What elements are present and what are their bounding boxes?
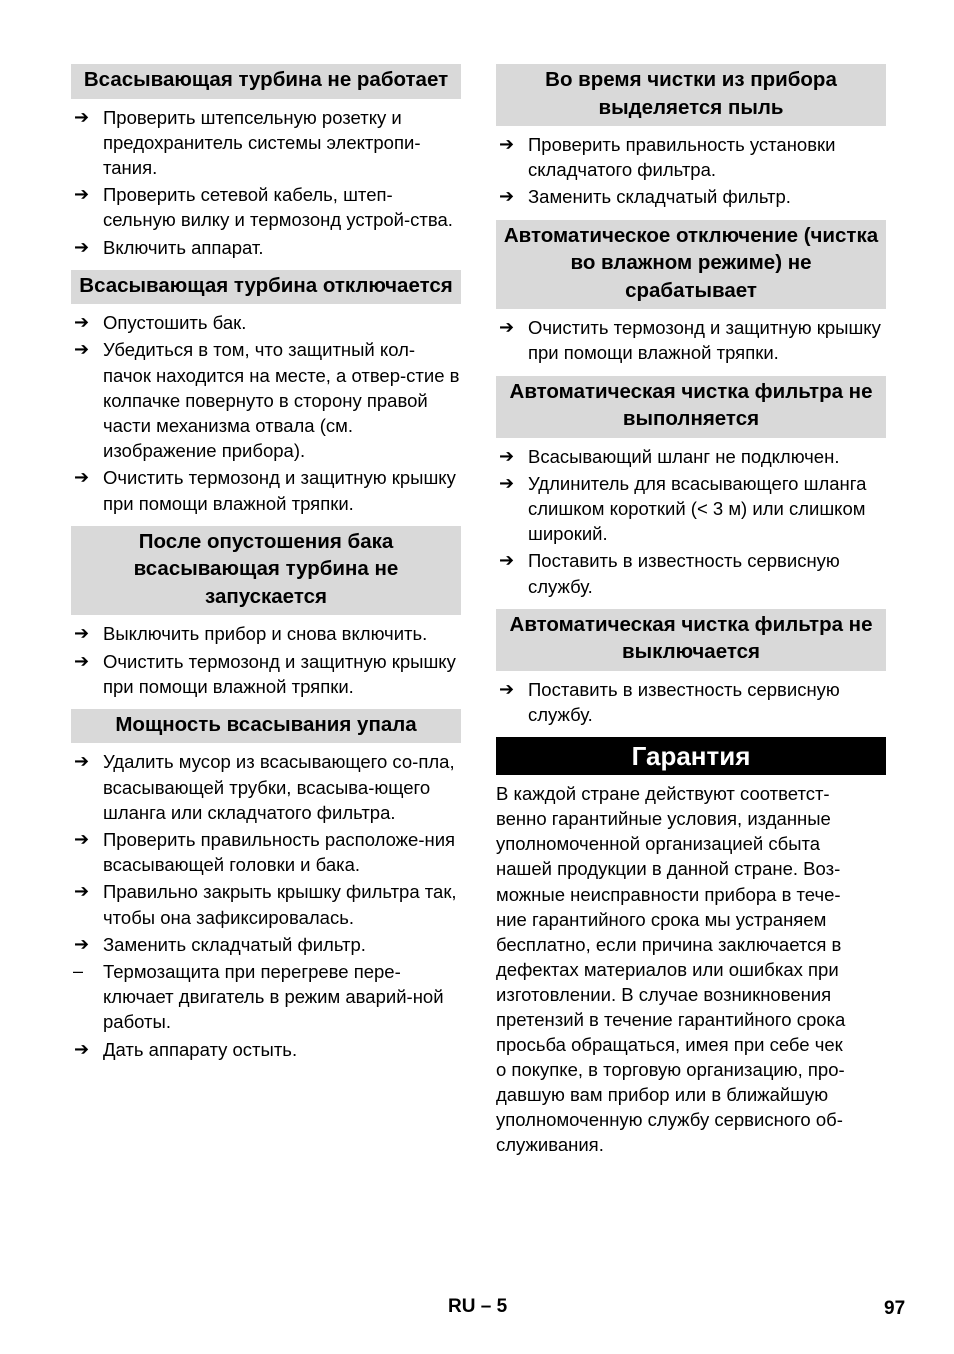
list-item	[71, 337, 461, 463]
arrow-right-icon: ➔	[74, 623, 90, 645]
warranty-line: о покупке, в торговую организацию, про-	[496, 1059, 845, 1081]
arrow-right-icon: ➔	[74, 339, 90, 361]
list-item	[71, 827, 461, 877]
footer-page-number: 97	[884, 1298, 906, 1319]
section-heading: Всасывающая турбина отключается	[71, 270, 461, 305]
instruction-list	[496, 132, 886, 210]
warranty-paragraph	[496, 781, 886, 1157]
list-item	[71, 182, 461, 232]
section-heading: Автоматическая чистка фильтра не выключается	[496, 609, 886, 671]
list-item-text: Выключить прибор и снова включить.	[103, 623, 428, 645]
list-item-text: Проверить штепсельную розетку и предохранитель системы электропи-тания.	[103, 106, 421, 178]
list-item-text: Дать аппарату остыть.	[103, 1038, 298, 1060]
list-item-text: Термозащита при перегреве пере-ключает двигатель в режим аварий-ной работы.	[103, 961, 444, 1033]
arrow-right-icon: ➔	[74, 106, 90, 128]
list-item	[496, 132, 886, 182]
warranty-line: венно гарантийные условия, изданные	[496, 808, 831, 830]
list-item-text: Заменить складчатый фильтр.	[528, 186, 791, 208]
dash-bullet-icon: –	[73, 961, 84, 982]
list-item	[71, 310, 461, 335]
list-item	[496, 471, 886, 547]
warranty-line: можные неисправности прибора в тече-	[496, 883, 841, 905]
arrow-right-icon: ➔	[74, 184, 90, 206]
list-item	[71, 621, 461, 646]
list-item	[71, 932, 461, 957]
arrow-right-icon: ➔	[499, 445, 515, 467]
warranty-line: уполномоченной организацией сбыта	[496, 833, 821, 855]
warranty-line: В каждой стране действуют соответст-	[496, 783, 830, 805]
list-item-text: Включить аппарат.	[103, 236, 264, 258]
list-item-text: Удлинитель для всасывающего шланга слишком короткий (< 3 м) или слишком широкий.	[528, 472, 867, 545]
warranty-line: нашей продукции в данной стране. Воз-	[496, 858, 841, 880]
list-item-text: Очистить термозонд и защитную крышку при помощи влажной тряпки.	[528, 317, 881, 364]
list-item	[496, 677, 886, 727]
section-heading: Всасывающая турбина не работает	[71, 64, 461, 99]
list-item-text: Проверить сетевой кабель, штеп-сельную вилку и термозонд устрой-ства.	[103, 184, 453, 231]
list-item-text: Всасывающий шланг не подключен.	[528, 445, 840, 467]
list-item	[71, 1037, 461, 1062]
list-item	[496, 548, 886, 598]
arrow-right-icon: ➔	[74, 751, 90, 773]
section-heading: Во время чистки из прибора выделяется пыль	[496, 64, 886, 126]
warranty-line: дефектах материалов или ошибках при	[496, 958, 839, 980]
warranty-line: претензий в течение гарантийного срока	[496, 1008, 846, 1030]
list-item	[71, 959, 461, 1035]
arrow-right-icon: ➔	[499, 317, 515, 339]
section-heading: Автоматическое отключение (чистка во влажном режиме) не срабатывает	[496, 220, 886, 310]
list-item	[496, 444, 886, 469]
instruction-list	[71, 310, 461, 516]
footer-section-code: RU – 5	[448, 1296, 508, 1317]
warranty-line: просьба обращаться, имея при себе чек	[496, 1034, 843, 1056]
list-item	[71, 749, 461, 825]
right-column	[496, 64, 886, 1158]
list-item-text: Поставить в известность сервисную службу.	[528, 550, 840, 597]
arrow-right-icon: ➔	[74, 312, 90, 334]
warranty-line: ние гарантийного срока мы устраняем	[496, 908, 827, 930]
arrow-right-icon: ➔	[74, 881, 90, 903]
section-heading: Мощность всасывания упала	[71, 709, 461, 744]
left-column	[71, 64, 461, 1072]
instruction-list	[496, 315, 886, 365]
instruction-list	[71, 621, 461, 699]
list-item	[496, 184, 886, 209]
arrow-right-icon: ➔	[74, 1038, 90, 1060]
list-item-text: Опустошить бак.	[103, 312, 247, 334]
list-item-text: Убедиться в том, что защитный кол-пачок находится на месте, а отвер-стие в колпачке повернуто в сторону правой части механизма отвала (см. изображение прибора).	[103, 339, 460, 462]
instruction-list	[496, 677, 886, 727]
list-item	[71, 105, 461, 181]
list-item-text: Проверить правильность установки складчатого фильтра.	[528, 134, 836, 181]
section-heading: Автоматическая чистка фильтра не выполняется	[496, 376, 886, 438]
instruction-list	[71, 749, 461, 1061]
right-sections	[496, 64, 886, 727]
warranty-line: бесплатно, если причина заключается в	[496, 933, 842, 955]
warranty-line: уполномоченную службу сервисного об-	[496, 1109, 843, 1131]
list-item	[71, 465, 461, 515]
list-item-text: Поставить в известность сервисную службу.	[528, 678, 840, 725]
arrow-right-icon: ➔	[74, 933, 90, 955]
list-item-text: Проверить правильность расположе-ния всасывающей головки и бака.	[103, 829, 456, 876]
arrow-right-icon: ➔	[499, 134, 515, 155]
warranty-line: служивания.	[496, 1134, 604, 1156]
arrow-right-icon: ➔	[74, 236, 90, 258]
arrow-right-icon: ➔	[499, 550, 515, 572]
section-heading: После опустошения бака всасывающая турбина не запускается	[71, 526, 461, 616]
instruction-list	[71, 105, 461, 260]
list-item-text: Очистить термозонд и защитную крышку при помощи влажной тряпки.	[103, 467, 456, 514]
list-item-text: Очистить термозонд и защитную крышку при помощи влажной тряпки.	[103, 650, 456, 697]
arrow-right-icon: ➔	[74, 467, 90, 489]
warranty-line: давшую вам прибор или в ближайшую	[496, 1084, 829, 1106]
arrow-right-icon: ➔	[74, 650, 90, 672]
list-item-text: Правильно закрыть крышку фильтра так, чтобы она зафиксировалась.	[103, 881, 457, 928]
warranty-line: изготовлении. В случае возникновения	[496, 983, 832, 1005]
arrow-right-icon: ➔	[499, 678, 515, 700]
arrow-right-icon: ➔	[499, 472, 515, 494]
arrow-right-icon: ➔	[74, 829, 90, 851]
instruction-list	[496, 444, 886, 599]
list-item	[496, 315, 886, 365]
list-item-text: Удалить мусор из всасывающего со-пла, всасывающей трубки, всасыва-ющего шланга или складчатого фильтра.	[103, 751, 455, 823]
list-item-text: Заменить складчатый фильтр.	[103, 933, 366, 955]
warranty-heading: Гарантия	[496, 737, 886, 775]
list-item	[71, 879, 461, 929]
list-item	[71, 235, 461, 260]
list-item	[71, 649, 461, 699]
arrow-right-icon: ➔	[499, 186, 515, 208]
